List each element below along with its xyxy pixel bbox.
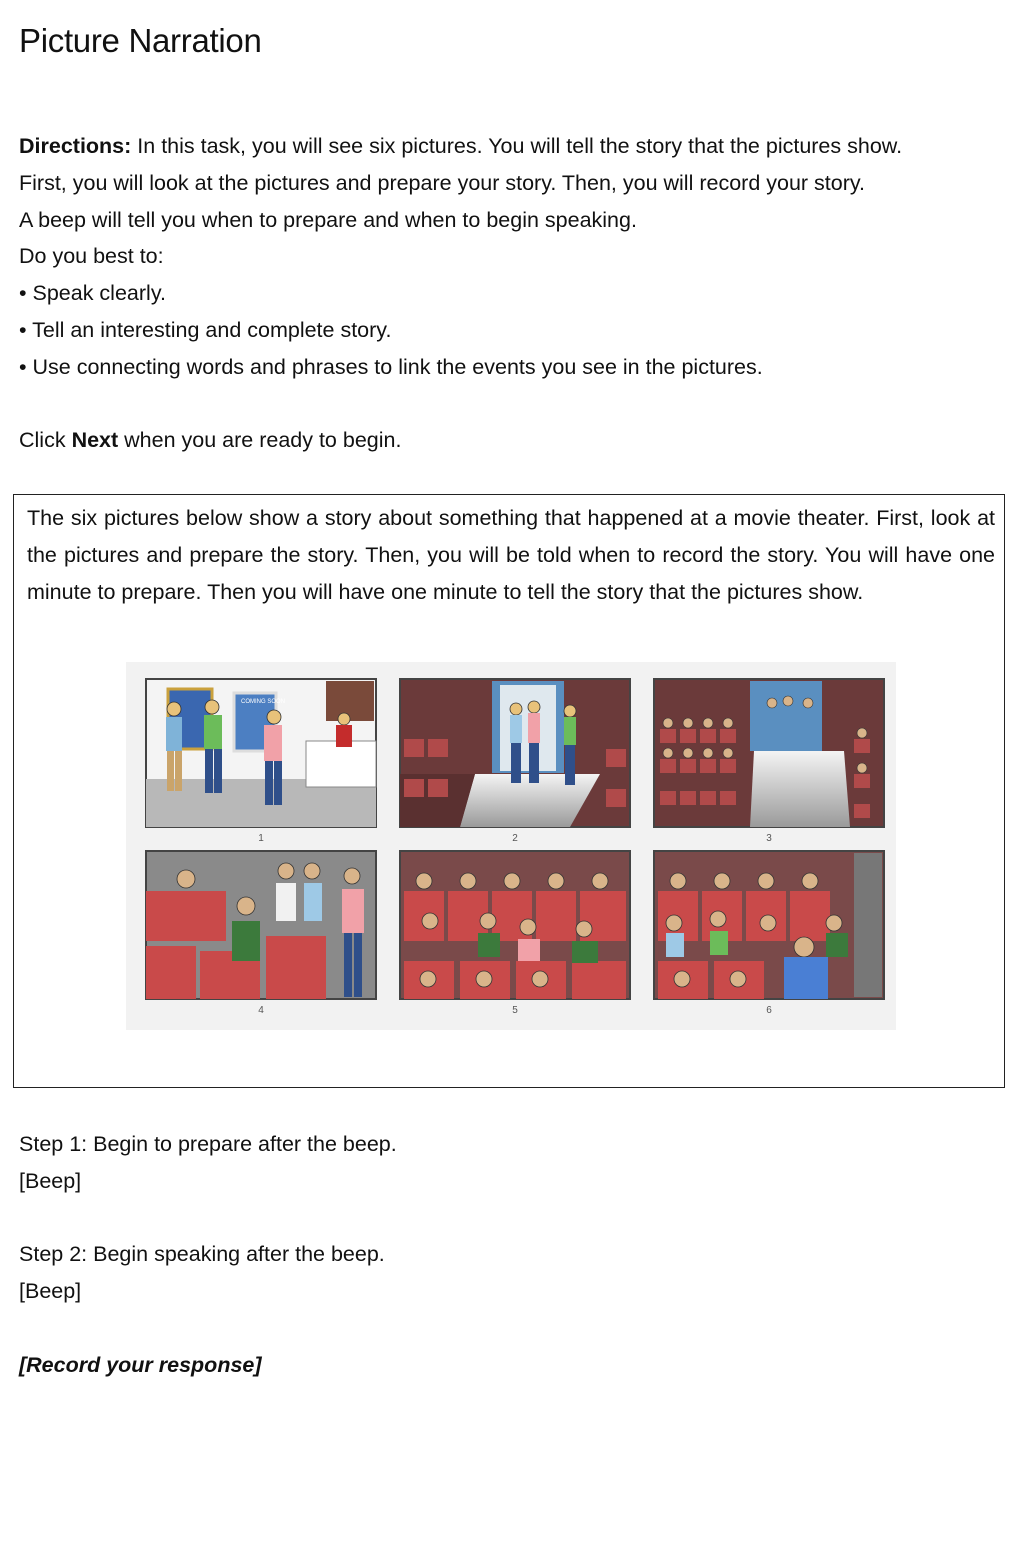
directions-label: Directions: <box>19 134 132 158</box>
panel-number: 4 <box>258 1005 264 1016</box>
step-1: Step 1: Begin to prepare after the beep. <box>19 1132 397 1156</box>
panel-number: 6 <box>766 1005 772 1016</box>
panel-6 <box>654 851 884 999</box>
panel-4 <box>146 851 376 999</box>
panel-number: 1 <box>258 833 264 844</box>
panel-number: 5 <box>512 1005 518 1016</box>
click-prefix: Click <box>19 428 72 453</box>
directions-line-1 <box>19 128 1009 165</box>
picture-panels <box>126 662 896 1030</box>
record-response: [Record your response] <box>19 1352 262 1377</box>
panel-3 <box>654 679 884 827</box>
page-title: Picture Narration <box>19 22 262 59</box>
directions-line-3: A beep will tell you when to prepare and when to begin speaking. <box>19 207 637 232</box>
panel-2 <box>400 679 630 827</box>
panel-5 <box>400 851 630 999</box>
panel-number: 3 <box>766 833 772 844</box>
bullet-item: • Use connecting words and phrases to link the events you see in the pictures. <box>19 354 763 379</box>
step-2: Step 2: Begin speaking after the beep. <box>19 1242 385 1267</box>
directions-line-1-text: In this task, you will see six pictures. You will tell the story that the pictures show. <box>131 134 903 158</box>
click-suffix: when you are ready to begin. <box>118 428 402 453</box>
panel-1 <box>146 679 376 827</box>
panel-number: 2 <box>512 833 518 844</box>
bullet-item: • Tell an interesting and complete story. <box>19 317 392 342</box>
directions <box>19 128 1009 459</box>
story-box <box>13 494 1005 1088</box>
directions-line-4: Do you best to: <box>19 244 164 269</box>
story-instructions: The six pictures below show a story about something that happened at a movie theater. First, look at the pictures and prepare the story. Then, you will be told when to record the story. You will have one minute to prepare. Then you will have one minute to tell the story that the pictures show. <box>27 506 995 604</box>
next-word[interactable]: Next <box>71 428 119 453</box>
bullet-item: • Speak clearly. <box>19 281 166 306</box>
beep-2: [Beep] <box>19 1279 82 1304</box>
click-next-instruction <box>19 422 1009 459</box>
sign-text: COMING SOON <box>241 699 286 705</box>
beep-1: [Beep] <box>19 1168 82 1193</box>
steps <box>19 1126 397 1384</box>
directions-line-2: First, you will look at the pictures and prepare your story. Then, you will record your story. <box>19 170 866 195</box>
